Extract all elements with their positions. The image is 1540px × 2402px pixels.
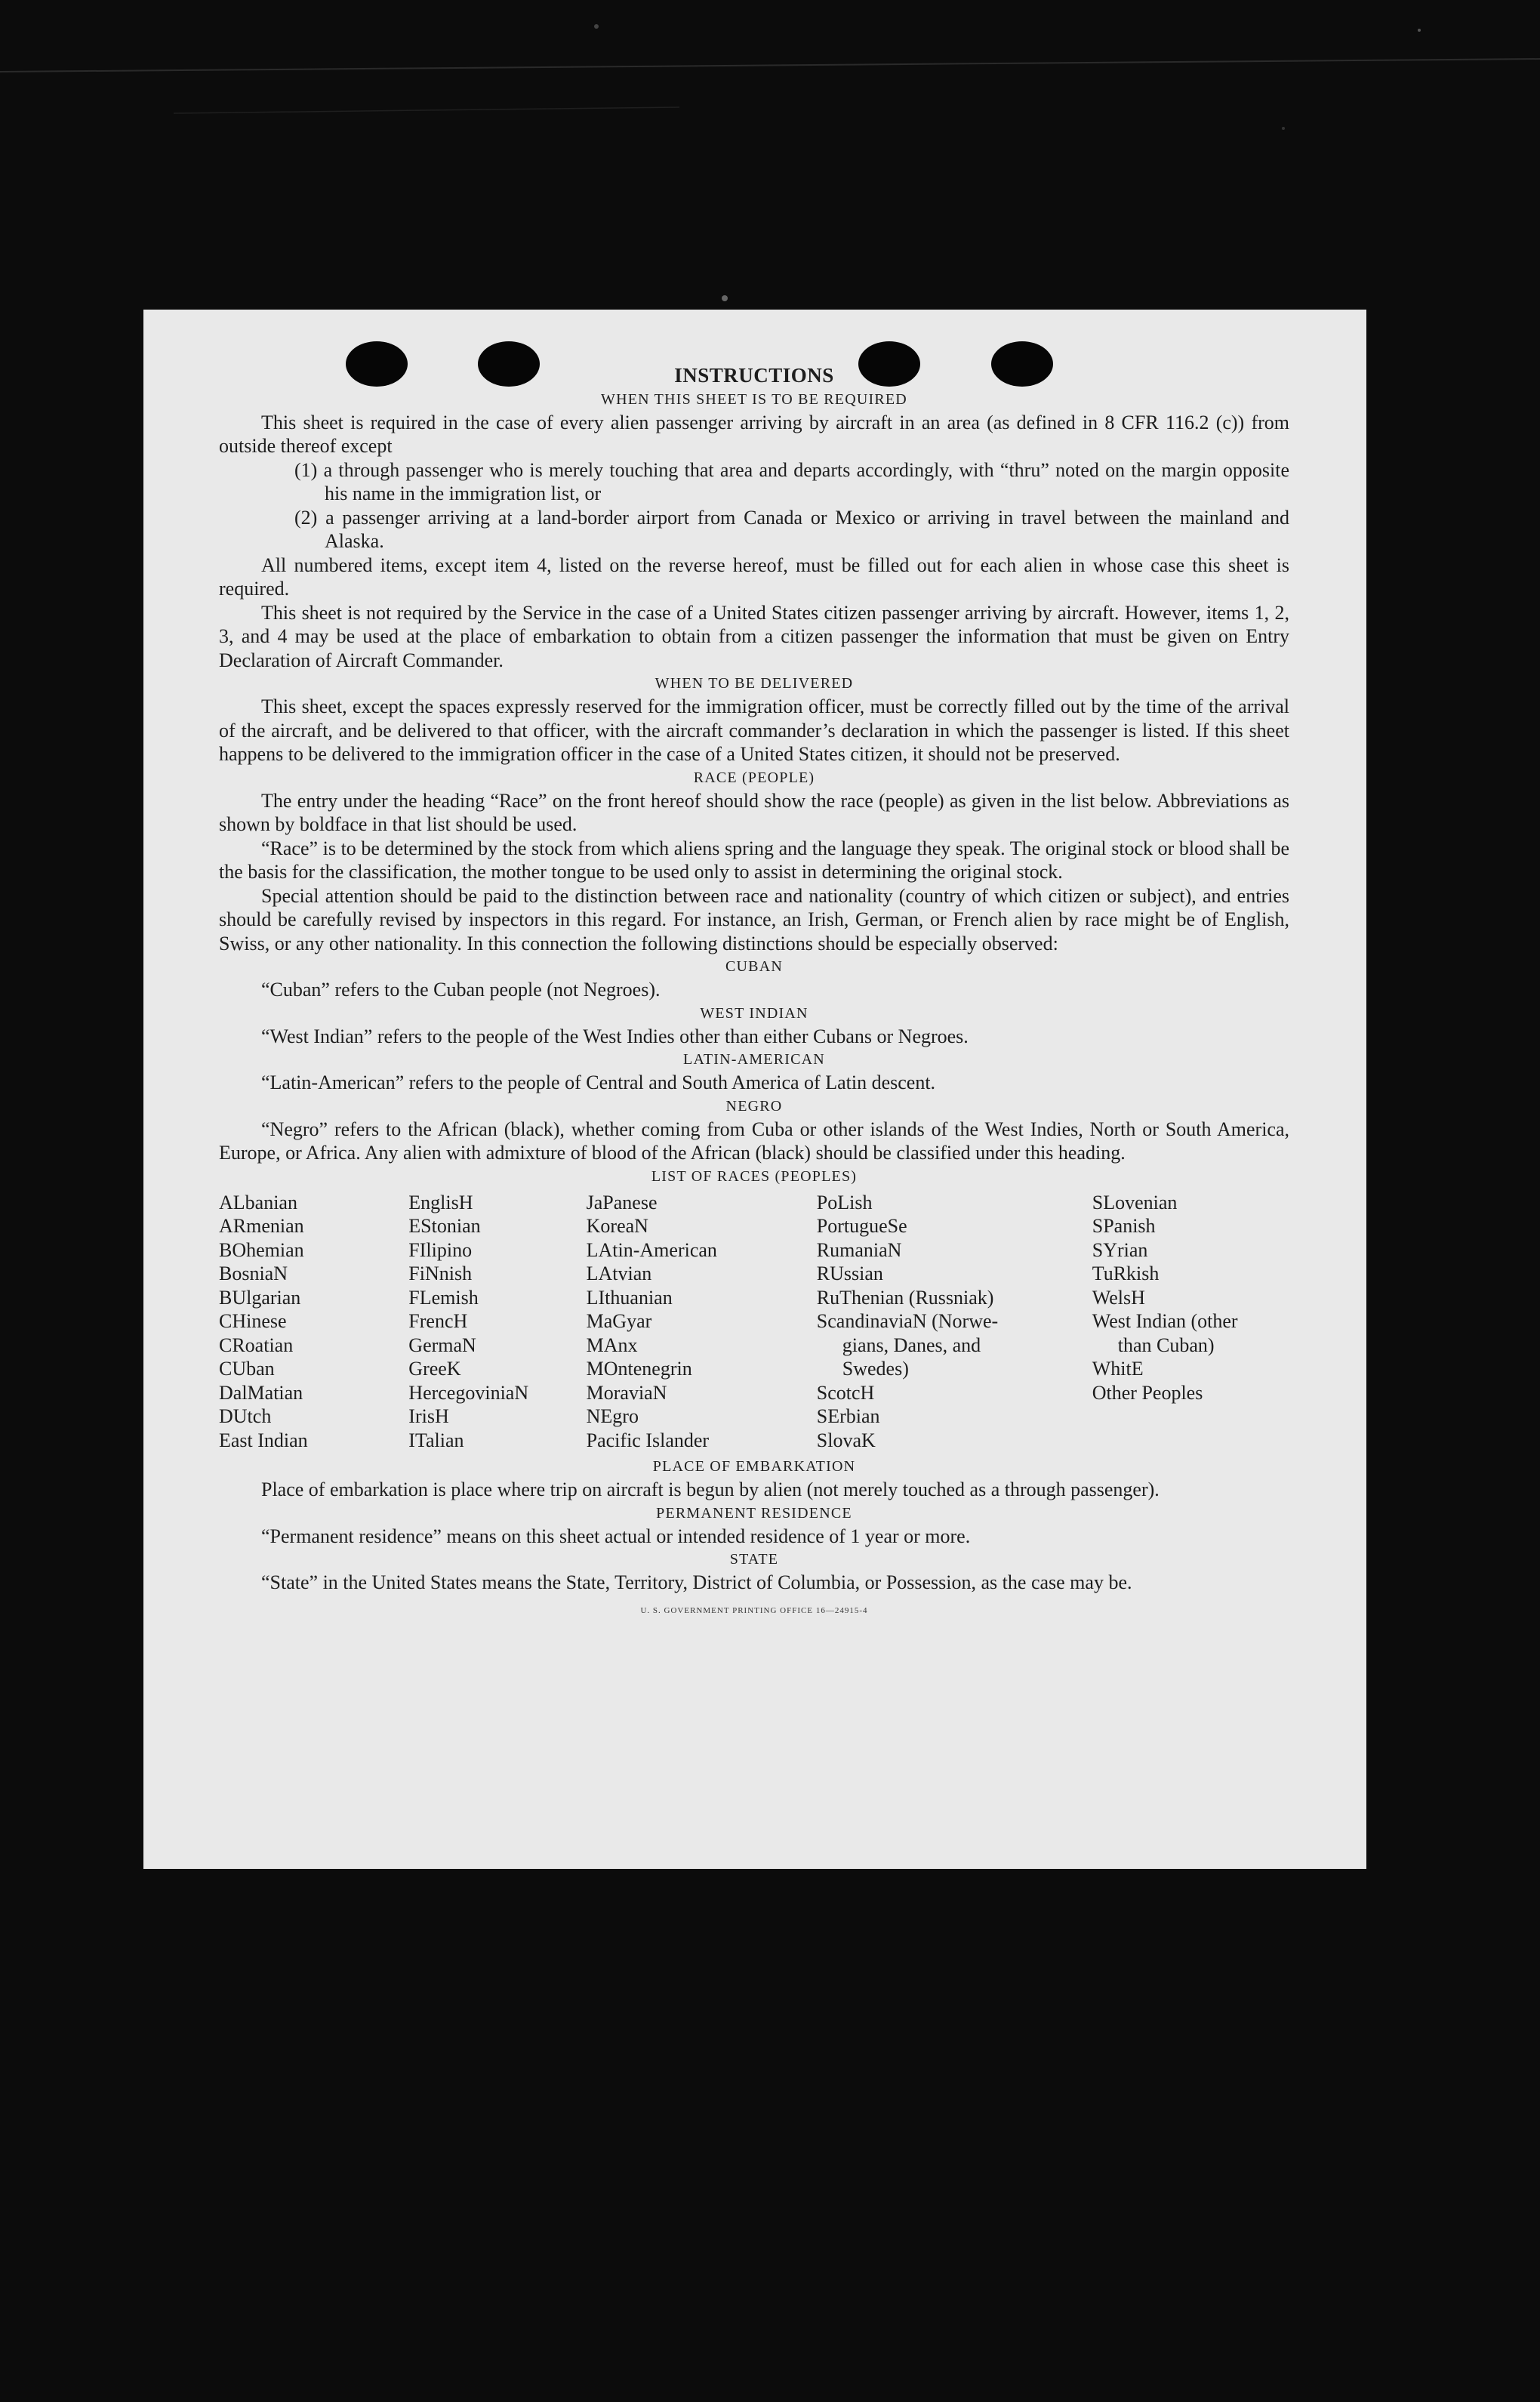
race-entry: SYrian: [1092, 1238, 1148, 1261]
races-column: [219, 1191, 408, 1453]
section-paragraph: (2) a passenger arriving at a land-border airport from Canada or Mexico or arriving in travel between the mainland and Alaska.: [294, 506, 1289, 552]
section-heading: WEST INDIAN: [700, 1004, 808, 1022]
race-entry: MOntenegrin: [586, 1358, 692, 1380]
section-paragraph: “Race” is to be determined by the stock from which aliens spring and the language they speak. The original stock or blood shall be the basis for the classification, the mother tongue to be used only to assist in determining the original stock.: [219, 837, 1289, 883]
section-paragraph: “Latin-American” refers to the people of Central and South America of Latin descent.: [261, 1071, 936, 1093]
race-entry: WelsH: [1092, 1286, 1145, 1309]
section-paragraph: “West Indian” refers to the people of the West Indies other than either Cubans or Negroes.: [261, 1025, 969, 1047]
section-paragraph: The entry under the heading “Race” on the front hereof should show the race (people) as given in the list below. Abbreviations as shown by boldface in that list should be used.: [219, 789, 1289, 835]
race-entry: FLemish: [408, 1286, 479, 1309]
section-paragraph: Place of embarkation is place where trip on aircraft is begun by alien (not merely touched as a through passenger).: [261, 1479, 1160, 1500]
page-title: INSTRUCTIONS: [674, 364, 834, 387]
section-heading: NEGRO: [725, 1097, 783, 1115]
race-entry: EStonian: [408, 1215, 481, 1237]
race-entry: CHinese: [219, 1310, 287, 1332]
race-entry: ARmenian: [219, 1215, 304, 1237]
race-entry: MaGyar: [586, 1310, 652, 1332]
section-heading: WHEN THIS SHEET IS TO BE REQUIRED: [601, 390, 907, 408]
race-entry: PortugueSe: [816, 1215, 907, 1237]
race-entry: Swedes): [842, 1358, 909, 1380]
document-body: [219, 364, 1289, 1623]
race-entry: NEgro: [586, 1405, 639, 1427]
race-entry: KoreaN: [586, 1215, 648, 1237]
section-paragraph: This sheet, except the spaces expressly reserved for the immigration officer, must be correctly filled out by the time of the arrival of the aircraft, and be delivered to that officer, with the aircraft commander’s declaration in which the passenger is listed. If this sheet happens to be delivered to the immigration officer in the case of a United States citizen, it should not be preserved.: [219, 695, 1289, 765]
race-entry: ALbanian: [219, 1191, 297, 1213]
race-entry: BosniaN: [219, 1263, 288, 1284]
section-heading: STATE: [729, 1551, 779, 1568]
race-entry: RuThenian (Russniak): [816, 1286, 994, 1309]
race-entry: PoLish: [816, 1191, 873, 1213]
section-paragraph: “Permanent residence” means on this sheet actual or intended residence of 1 year or more.: [261, 1525, 971, 1547]
race-entry: IrisH: [408, 1405, 449, 1427]
race-entry: GreeK: [408, 1358, 461, 1380]
instruction-sections: [219, 388, 1289, 1165]
race-entry: RUssian: [816, 1263, 883, 1284]
race-entry: GermaN: [408, 1334, 476, 1356]
races-column: [408, 1191, 586, 1453]
race-entry: East Indian: [219, 1429, 308, 1451]
race-entry: LAtvian: [586, 1263, 652, 1284]
race-entry: LAtin-American: [586, 1238, 717, 1261]
race-entry: DUtch: [219, 1405, 272, 1427]
instruction-sheet: [143, 310, 1366, 1869]
race-entry: FiNnish: [408, 1263, 473, 1284]
section-heading: CUBAN: [725, 958, 783, 975]
race-entry: FrencH: [408, 1310, 468, 1332]
section-paragraph: “Cuban” refers to the Cuban people (not Negroes).: [261, 979, 661, 1001]
race-entry: gians, Danes, and: [842, 1334, 981, 1356]
section-heading: PERMANENT RESIDENCE: [656, 1504, 852, 1522]
race-entry: LIthuanian: [586, 1286, 673, 1309]
race-entry: JaPanese: [586, 1191, 658, 1213]
races-heading: LIST OF RACES (PEOPLES): [651, 1167, 858, 1185]
section-paragraph: (1) a through passenger who is merely touching that area and departs accordingly, with “thru” noted on the margin opposite his name in the immigration list, or: [294, 458, 1289, 504]
race-entry: HercegoviniaN: [408, 1381, 529, 1404]
section-heading: WHEN TO BE DELIVERED: [654, 675, 854, 692]
section-heading: PLACE OF EMBARKATION: [652, 1458, 856, 1475]
race-entry: Pacific Islander: [586, 1429, 710, 1451]
section-paragraph: This sheet is required in the case of every alien passenger arriving by aircraft in an area (as defined in 8 CFR 116.2 (c)) from outside thereof except: [219, 411, 1289, 457]
race-entry: West Indian (other: [1092, 1310, 1238, 1332]
race-entry: DalMatian: [219, 1381, 303, 1404]
race-entry: CUban: [219, 1358, 275, 1380]
race-entry: ScandinaviaN (Norwe-: [816, 1310, 999, 1332]
race-entry: ScotcH: [816, 1381, 875, 1404]
race-entry: BOhemian: [219, 1238, 304, 1261]
race-entry: MoraviaN: [586, 1381, 667, 1404]
race-entry: FIlipino: [408, 1238, 473, 1261]
race-entry: ITalian: [408, 1429, 464, 1451]
race-entry: than Cuban): [1117, 1334, 1215, 1356]
races-column: [1092, 1191, 1289, 1453]
race-entry: SlovaK: [816, 1429, 876, 1451]
races-column: [817, 1191, 1092, 1453]
race-entry: WhitE: [1092, 1358, 1144, 1380]
race-entry: SLovenian: [1092, 1191, 1178, 1213]
section-paragraph: “Negro” refers to the African (black), whether coming from Cuba or other islands of the West Indies, North or South America, Europe, or Africa. Any alien with admixture of blood of the African (black) should be classified under this heading.: [219, 1118, 1289, 1164]
race-entry: CRoatian: [219, 1334, 294, 1356]
section-heading: RACE (PEOPLE): [693, 769, 815, 786]
race-entry: Other Peoples: [1092, 1381, 1203, 1404]
section-paragraph: All numbered items, except item 4, listed on the reverse hereof, must be filled out for each alien in whose case this sheet is required.: [219, 553, 1289, 600]
closing-sections: [219, 1455, 1289, 1595]
race-entry: BUlgarian: [219, 1286, 301, 1309]
race-entry: SErbian: [816, 1405, 880, 1427]
section-paragraph: Special attention should be paid to the distinction between race and nationality (country of which citizen or subject), and entries should be carefully revised by inspectors in this regard. For instance, an Irish, German, or French alien by race might be of English, Swiss, or any other nationality. In this connection the following distinctions should be especially observed:: [219, 884, 1289, 954]
race-entry: SPanish: [1092, 1215, 1156, 1237]
section-heading: LATIN-AMERICAN: [683, 1051, 825, 1068]
races-column: [587, 1191, 817, 1453]
race-entry: RumaniaN: [816, 1238, 902, 1261]
printer-line: U. S. GOVERNMENT PRINTING OFFICE 16—24915-4: [640, 1605, 868, 1615]
section-paragraph: This sheet is not required by the Service in the case of a United States citizen passenger arriving by aircraft. However, items 1, 2, 3, and 4 may be used at the place of embarkation to obtain from a citizen passenger the information that must be given on Entry Declaration of Aircraft Commander.: [219, 601, 1289, 671]
section-paragraph: “State” in the United States means the State, Territory, District of Columbia, or Possession, as the case may be.: [261, 1571, 1132, 1593]
race-entry: TuRkish: [1092, 1263, 1160, 1284]
race-entry: MAnx: [586, 1334, 638, 1356]
races-list: [219, 1191, 1289, 1453]
race-entry: EnglisH: [408, 1191, 473, 1213]
